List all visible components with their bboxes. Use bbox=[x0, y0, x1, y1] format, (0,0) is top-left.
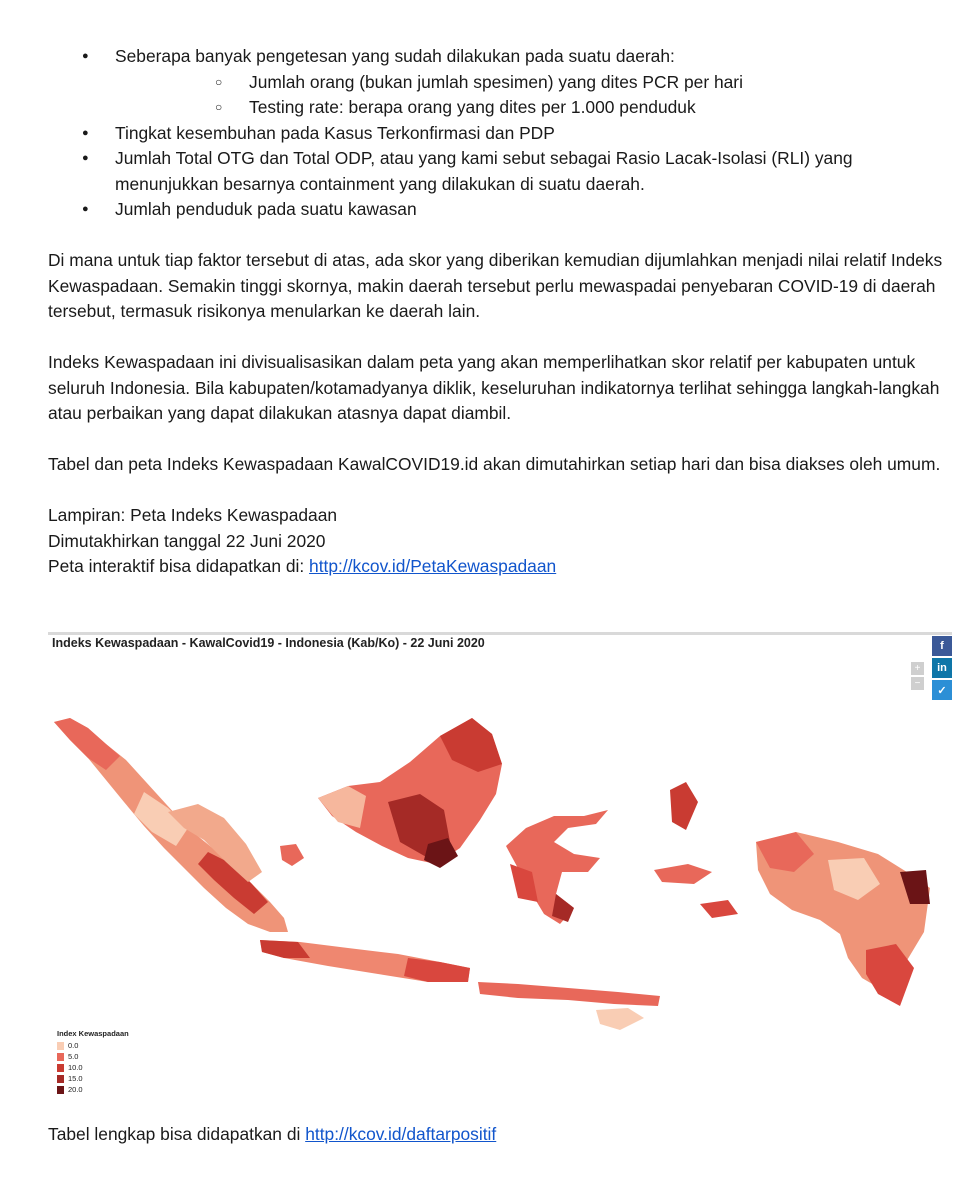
attachment-label: Lampiran: Peta Indeks Kewaspadaan bbox=[48, 505, 338, 525]
paragraph-scoring: Di mana untuk tiap faktor tersebut di atas, ada skor yang diberikan kemudian dijumlahkan menjadi nilai relatif Indeks Kewaspadaan. Semakin tinggi skornya, makin daerah tersebut perlu mewaspadai penyebaran COVID-19 di daerah tersebut, termasuk risikonya menularkan ke daerah lain. bbox=[48, 250, 943, 321]
interactive-map-link[interactable]: http://kcov.id/PetaKewaspadaan bbox=[309, 556, 557, 576]
legend-title: Index Kewaspadaan bbox=[57, 1029, 129, 1038]
facebook-icon[interactable]: f bbox=[932, 636, 952, 656]
zoom-in-button[interactable]: + bbox=[911, 662, 924, 675]
legend-item: 15.0 bbox=[57, 1073, 129, 1084]
list-item: ● Tingkat kesembuhan pada Kasus Terkonfirmasi dan PDP bbox=[48, 121, 948, 147]
update-date: Dimutakhirkan tanggal 22 Juni 2020 bbox=[48, 530, 326, 551]
region-timor bbox=[596, 1008, 644, 1030]
region-maluku bbox=[654, 864, 712, 884]
paragraph-visualization: Indeks Kewaspadaan ini divisualisasikan dalam peta yang akan memperlihatkan skor relatif per kabupaten untuk seluruh Indonesia. Bila kabupaten/kotamadyanya diklik, keseluruhan indikatornya terlihat sehingga langkah-langkah atau perbaikan yang dapat dilakukan atasnya dapat diambil. bbox=[48, 352, 940, 423]
legend-swatch bbox=[57, 1075, 64, 1083]
legend-swatch bbox=[57, 1053, 64, 1061]
legend-item: 20.0 bbox=[57, 1084, 129, 1095]
alert-index-map bbox=[48, 632, 952, 1102]
legend-item: 0.0 bbox=[57, 1040, 129, 1051]
indonesia-choropleth[interactable] bbox=[48, 632, 952, 1032]
legend-swatch bbox=[57, 1086, 64, 1094]
legend-swatch bbox=[57, 1042, 64, 1050]
legend-item: 10.0 bbox=[57, 1062, 129, 1073]
document-body bbox=[48, 44, 948, 580]
region-maluku-south bbox=[700, 900, 738, 918]
footer-line: Tabel lengkap bisa didapatkan di http://kcov.id/daftarpositif bbox=[48, 1124, 497, 1144]
region-nusa-tenggara bbox=[478, 982, 660, 1006]
interactive-map-line: Peta interaktif bisa didapatkan di: http://kcov.id/PetaKewaspadaan bbox=[48, 556, 557, 576]
factor-list bbox=[48, 44, 948, 223]
zoom-out-button[interactable]: − bbox=[911, 677, 924, 690]
list-item: ● Jumlah Total OTG dan Total ODP, atau yang kami sebut sebagai Rasio Lacak-Isolasi (RLI) yang menunjukkan besarnya containment yang dilakukan di suatu daerah. bbox=[48, 146, 948, 197]
map-legend bbox=[57, 1029, 129, 1095]
legend-item: 5.0 bbox=[57, 1051, 129, 1062]
sub-list bbox=[115, 70, 948, 121]
legend-swatch bbox=[57, 1064, 64, 1072]
sub-list-item: ○ Jumlah orang (bukan jumlah spesimen) yang dites PCR per hari bbox=[115, 70, 948, 96]
region-sumatra-north bbox=[54, 718, 120, 770]
list-item: ● Jumlah penduduk pada suatu kawasan bbox=[48, 197, 948, 223]
linkedin-icon[interactable]: in bbox=[932, 658, 952, 678]
region-bangka bbox=[280, 844, 304, 866]
full-table-link[interactable]: http://kcov.id/daftarpositif bbox=[305, 1124, 497, 1144]
region-maluku-north bbox=[670, 782, 698, 830]
paragraph-update: Tabel dan peta Indeks Kewaspadaan KawalCOVID19.id akan dimutahirkan setiap hari dan bisa diakses oleh umum. bbox=[48, 454, 941, 474]
twitter-icon[interactable]: ✓ bbox=[932, 680, 952, 700]
list-item: ● Seberapa banyak pengetesan yang sudah dilakukan pada suatu daerah: ○ Jumlah orang (bukan jumlah spesimen) yang dites PCR per hari ○ Testing rate: berapa orang yang dites per 1.000 penduduk bbox=[48, 44, 948, 121]
map-title: Indeks Kewaspadaan - KawalCovid19 - Indonesia (Kab/Ko) - 22 Juni 2020 bbox=[52, 636, 485, 650]
sub-list-item: ○ Testing rate: berapa orang yang dites per 1.000 penduduk bbox=[115, 95, 948, 121]
